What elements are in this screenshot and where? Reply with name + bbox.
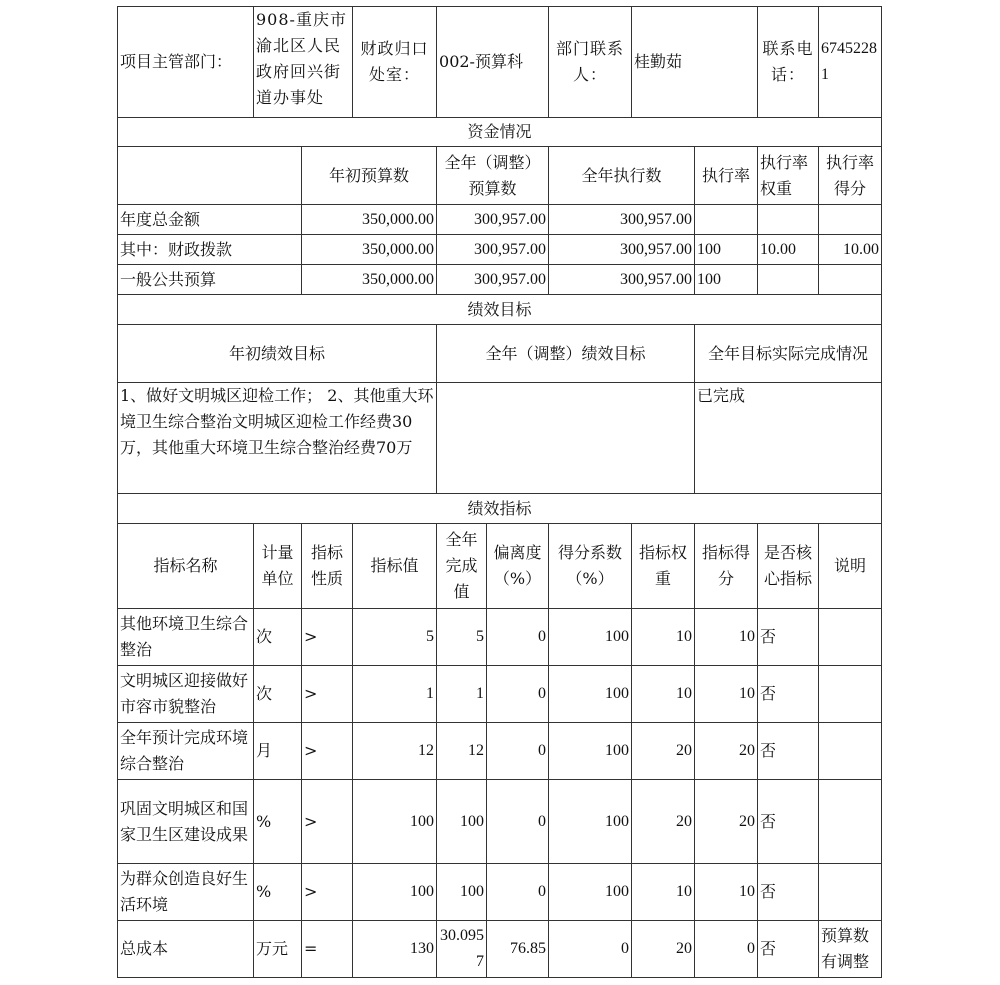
- funds-row-adjusted: 300,957.00: [437, 205, 549, 235]
- ind-core: 否: [758, 609, 819, 666]
- finance-value: 002-预算科: [437, 7, 549, 118]
- ind-nature: >: [302, 780, 353, 864]
- funds-header-initial: 年初预算数: [302, 147, 437, 205]
- ind-unit: 次: [254, 609, 302, 666]
- ind-coef: 100: [549, 666, 632, 723]
- funds-row-weight: [758, 265, 819, 295]
- ind-note: [819, 666, 882, 723]
- ind-nature: >: [302, 864, 353, 921]
- ind-header-deviation: 偏离度（%）: [487, 524, 549, 609]
- ind-coef: 100: [549, 609, 632, 666]
- ind-deviation: 0: [487, 723, 549, 780]
- goals-section-title: 绩效目标: [118, 295, 882, 325]
- ind-name: 其他环境卫生综合整治: [118, 609, 254, 666]
- funds-row: [118, 265, 882, 295]
- ind-header-actual: 全年完成值: [437, 524, 487, 609]
- funds-row-initial: 350,000.00: [302, 265, 437, 295]
- ind-nature: >: [302, 666, 353, 723]
- ind-score: 10: [695, 666, 758, 723]
- phone-value: 67452281: [819, 7, 882, 118]
- ind-nature: =: [302, 921, 353, 978]
- ind-score: 10: [695, 864, 758, 921]
- finance-label: 财政归口处室：: [353, 7, 437, 118]
- ind-actual: 1: [437, 666, 487, 723]
- funds-header-row: [118, 147, 882, 205]
- goals-adjusted-text: [437, 383, 695, 494]
- funds-row-initial: 350,000.00: [302, 235, 437, 265]
- funds-header-executed: 全年执行数: [549, 147, 695, 205]
- ind-header-weight: 指标权重: [632, 524, 695, 609]
- goals-col-adjusted: 全年（调整）绩效目标: [437, 325, 695, 383]
- funds-row: [118, 205, 882, 235]
- ind-unit: %: [254, 864, 302, 921]
- goals-col-actual: 全年目标实际完成情况: [695, 325, 882, 383]
- ind-coef: 0: [549, 921, 632, 978]
- ind-unit: 月: [254, 723, 302, 780]
- funds-row-score: [819, 205, 882, 235]
- ind-target: 100: [353, 864, 437, 921]
- funds-row-weight: 10.00: [758, 235, 819, 265]
- ind-name: 巩固文明城区和国家卫生区建设成果: [118, 780, 254, 864]
- dept-label: 项目主管部门：: [118, 7, 254, 118]
- ind-weight: 20: [632, 780, 695, 864]
- indicator-row: [118, 609, 882, 666]
- ind-coef: 100: [549, 780, 632, 864]
- ind-core: 否: [758, 723, 819, 780]
- funds-header-rate: 执行率: [695, 147, 758, 205]
- ind-core: 否: [758, 780, 819, 864]
- ind-note: [819, 723, 882, 780]
- ind-header-score: 指标得分: [695, 524, 758, 609]
- ind-core: 否: [758, 921, 819, 978]
- funds-row-adjusted: 300,957.00: [437, 235, 549, 265]
- ind-target: 1: [353, 666, 437, 723]
- indicator-row: [118, 666, 882, 723]
- funds-row-name: 年度总金额: [118, 205, 302, 235]
- indicators-section-title: 绩效指标: [118, 494, 882, 524]
- ind-header-core: 是否核心指标: [758, 524, 819, 609]
- ind-note: [819, 780, 882, 864]
- contact-label: 部门联系人：: [549, 7, 632, 118]
- ind-actual: 30.0957: [437, 921, 487, 978]
- ind-coef: 100: [549, 723, 632, 780]
- funds-row-weight: [758, 205, 819, 235]
- funds-row-name: 其中：财政拨款: [118, 235, 302, 265]
- ind-deviation: 0: [487, 666, 549, 723]
- indicators-header-row: [118, 524, 882, 609]
- ind-unit: 万元: [254, 921, 302, 978]
- ind-target: 5: [353, 609, 437, 666]
- ind-score: 20: [695, 723, 758, 780]
- ind-weight: 10: [632, 666, 695, 723]
- ind-actual: 100: [437, 780, 487, 864]
- funds-header-blank: [118, 147, 302, 205]
- ind-note: [819, 609, 882, 666]
- dept-value: 908-重庆市渝北区人民政府回兴街道办事处: [254, 7, 353, 118]
- ind-score: 0: [695, 921, 758, 978]
- ind-weight: 10: [632, 864, 695, 921]
- performance-table-sheet: [117, 6, 881, 981]
- funds-row-adjusted: 300,957.00: [437, 265, 549, 295]
- funds-row-score: [819, 265, 882, 295]
- ind-score: 20: [695, 780, 758, 864]
- ind-deviation: 76.85: [487, 921, 549, 978]
- ind-target: 12: [353, 723, 437, 780]
- ind-target: 100: [353, 780, 437, 864]
- funds-row-rate: 100: [695, 235, 758, 265]
- goals-content-row: [118, 383, 882, 494]
- ind-score: 10: [695, 609, 758, 666]
- ind-header-nature: 指标性质: [302, 524, 353, 609]
- ind-core: 否: [758, 864, 819, 921]
- ind-name: 全年预计完成环境综合整治: [118, 723, 254, 780]
- funds-row-rate: 100: [695, 265, 758, 295]
- ind-weight: 20: [632, 723, 695, 780]
- ind-header-unit: 计量单位: [254, 524, 302, 609]
- indicator-row-total-cost: [118, 921, 882, 978]
- ind-header-coef: 得分系数（%）: [549, 524, 632, 609]
- ind-name: 为群众创造良好生活环境: [118, 864, 254, 921]
- ind-actual: 100: [437, 864, 487, 921]
- ind-unit: %: [254, 780, 302, 864]
- ind-core: 否: [758, 666, 819, 723]
- funds-section-title: 资金情况: [118, 118, 882, 147]
- funds-row: [118, 235, 882, 265]
- indicator-row: [118, 780, 882, 864]
- ind-header-note: 说明: [819, 524, 882, 609]
- goals-initial-text: 1、做好文明城区迎检工作； 2、其他重大环境卫生综合整治文明城区迎检工作经费30万，其他重大环境卫生综合整治经费70万: [118, 383, 437, 494]
- ind-weight: 10: [632, 609, 695, 666]
- ind-target: 130: [353, 921, 437, 978]
- goals-header-row: [118, 325, 882, 383]
- funds-row-executed: 300,957.00: [549, 205, 695, 235]
- ind-actual: 5: [437, 609, 487, 666]
- ind-name: 总成本: [118, 921, 254, 978]
- ind-weight: 20: [632, 921, 695, 978]
- funds-row-score: 10.00: [819, 235, 882, 265]
- funds-row-initial: 350,000.00: [302, 205, 437, 235]
- ind-header-target: 指标值: [353, 524, 437, 609]
- indicator-row: [118, 723, 882, 780]
- ind-header-name: 指标名称: [118, 524, 254, 609]
- funds-header-adjusted: 全年（调整）预算数: [437, 147, 549, 205]
- ind-actual: 12: [437, 723, 487, 780]
- ind-nature: >: [302, 723, 353, 780]
- ind-coef: 100: [549, 864, 632, 921]
- contact-value: 桂勤茹: [632, 7, 758, 118]
- ind-note: 预算数有调整: [819, 921, 882, 978]
- ind-nature: >: [302, 609, 353, 666]
- funds-row-name: 一般公共预算: [118, 265, 302, 295]
- goals-actual-text: 已完成: [695, 383, 882, 494]
- phone-label: 联系电话：: [758, 7, 819, 118]
- ind-unit: 次: [254, 666, 302, 723]
- funds-row-executed: 300,957.00: [549, 265, 695, 295]
- ind-name: 文明城区迎接做好市容市貌整治: [118, 666, 254, 723]
- funds-header-weight: 执行率权重: [758, 147, 819, 205]
- ind-deviation: 0: [487, 780, 549, 864]
- performance-table: [117, 6, 882, 978]
- indicator-row: [118, 864, 882, 921]
- header-row: [118, 7, 882, 118]
- ind-note: [819, 864, 882, 921]
- funds-row-executed: 300,957.00: [549, 235, 695, 265]
- funds-header-score: 执行率得分: [819, 147, 882, 205]
- funds-row-rate: [695, 205, 758, 235]
- ind-deviation: 0: [487, 609, 549, 666]
- ind-deviation: 0: [487, 864, 549, 921]
- goals-col-initial: 年初绩效目标: [118, 325, 437, 383]
